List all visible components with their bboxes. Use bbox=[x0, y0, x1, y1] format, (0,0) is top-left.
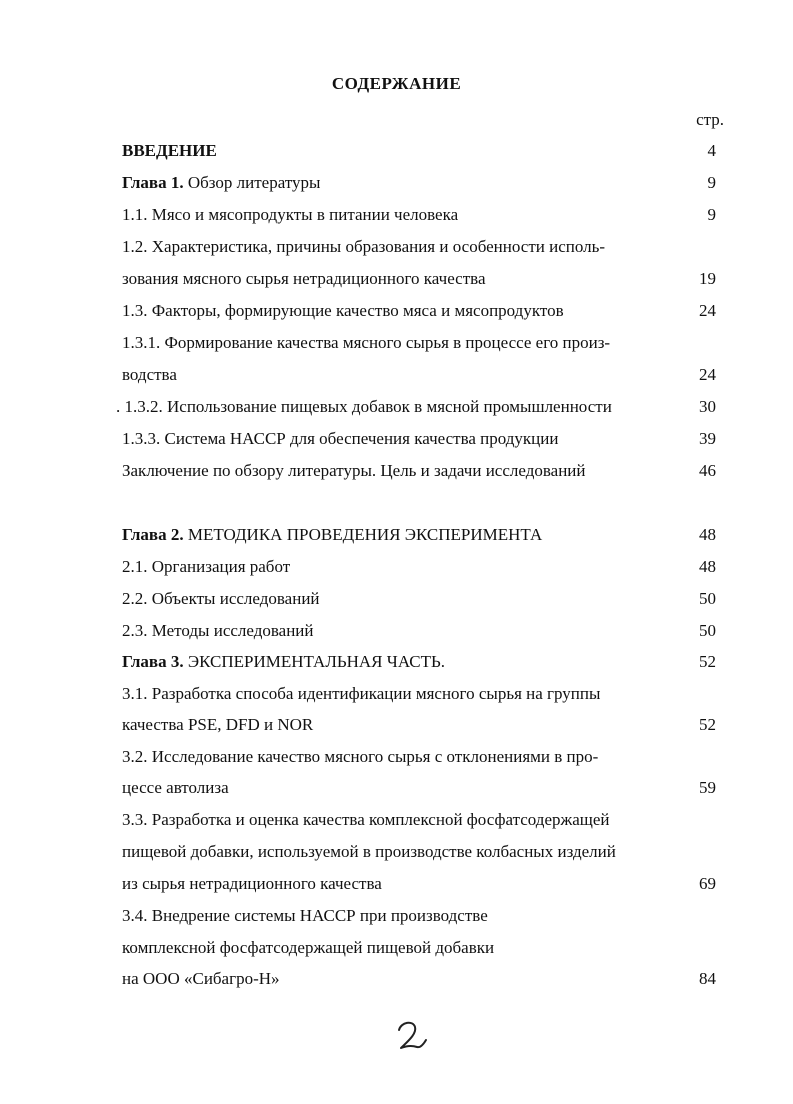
toc-entry: ВВЕДЕНИЕ bbox=[122, 141, 217, 160]
toc-page-number: 48 bbox=[699, 557, 716, 576]
toc-entry: Глава 2. МЕТОДИКА ПРОВЕДЕНИЯ ЭКСПЕРИМЕНТА bbox=[122, 525, 543, 544]
toc-entry: 3.2. Исследование качество мясного сырья с отклонениями в про- bbox=[122, 747, 599, 766]
toc-entry: 2.2. Объекты исследований bbox=[122, 589, 320, 608]
toc-page-number: 50 bbox=[699, 621, 716, 640]
toc-entry: 3.1. Разработка способа идентификации мясного сырья на группы bbox=[122, 684, 601, 703]
toc-page-number: 59 bbox=[699, 778, 716, 797]
toc-entry: водства bbox=[122, 365, 177, 384]
toc-entry: Глава 3. ЭКСПЕРИМЕНТАЛЬНАЯ ЧАСТЬ. bbox=[122, 652, 445, 671]
toc-entry: пищевой добавки, используемой в производстве колбасных изделий bbox=[122, 842, 616, 861]
toc-entry: Глава 1. Обзор литературы bbox=[122, 173, 321, 192]
toc-page-number: 30 bbox=[699, 397, 716, 416]
toc-page-number: 52 bbox=[699, 715, 716, 734]
toc-page-number: 52 bbox=[699, 652, 716, 671]
toc-page-number: 69 bbox=[699, 874, 716, 893]
toc-entry: цессе автолиза bbox=[122, 778, 229, 797]
toc-entry: 1.3.1. Формирование качества мясного сырья в процессе его произ- bbox=[122, 333, 611, 352]
toc-entry: 1.3. Факторы, формирующие качество мяса и мясопродуктов bbox=[122, 301, 564, 320]
toc-entry: из сырья нетрадиционного качества bbox=[122, 874, 382, 893]
toc-page-number: 4 bbox=[707, 141, 716, 160]
toc-entry: комплексной фосфатсодержащей пищевой добавки bbox=[122, 938, 495, 957]
toc-page-number: 48 bbox=[699, 525, 716, 544]
toc-entry: на ООО «Сибагро-Н» bbox=[122, 969, 280, 988]
toc-page-number: 9 bbox=[707, 173, 716, 192]
toc-entry: Заключение по обзору литературы. Цель и задачи исследований bbox=[122, 461, 586, 480]
handwritten-page-number bbox=[393, 1018, 433, 1054]
toc-page-number: 50 bbox=[699, 589, 716, 608]
toc-page-number: 19 bbox=[699, 269, 716, 288]
toc-entry: 1.3.3. Система НАССР для обеспечения качества продукции bbox=[122, 429, 559, 448]
toc-entry: 1.2. Характеристика, причины образования и особенности исполь- bbox=[122, 237, 606, 256]
toc-entry: 1.1. Мясо и мясопродукты в питании человека bbox=[122, 205, 459, 224]
toc-page-number: 24 bbox=[699, 301, 716, 320]
toc-entry: качества PSE, DFD и NOR bbox=[122, 715, 314, 734]
toc-entry: 3.4. Внедрение системы НАССР при производстве bbox=[122, 906, 488, 925]
toc-page-number: 39 bbox=[699, 429, 716, 448]
toc-entry: 2.3. Методы исследований bbox=[122, 621, 314, 640]
toc-entry: 2.1. Организация работ bbox=[122, 557, 291, 576]
toc-entry: зования мясного сырья нетрадиционного качества bbox=[122, 269, 486, 288]
toc-page-number: 84 bbox=[699, 969, 716, 988]
toc-entry: . 1.3.2. Использование пищевых добавок в мясной промышленности bbox=[116, 397, 612, 416]
page-title: СОДЕРЖАНИЕ bbox=[331, 74, 462, 93]
toc-page-number: 24 bbox=[699, 365, 716, 384]
toc-page-number: 9 bbox=[707, 205, 716, 224]
page-column-label: стр. bbox=[696, 110, 724, 129]
toc-page-number: 46 bbox=[699, 461, 716, 480]
toc-entry: 3.3. Разработка и оценка качества комплексной фосфатсодержащей bbox=[122, 810, 610, 829]
